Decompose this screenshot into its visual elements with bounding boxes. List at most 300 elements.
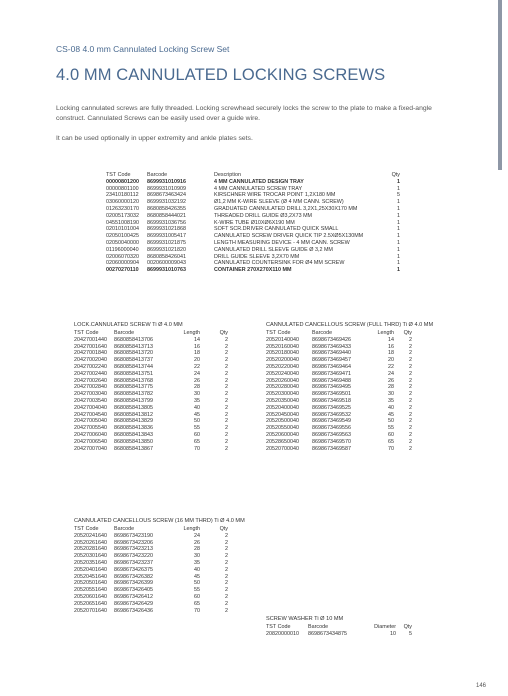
table-cell: 8698673423237 [114, 559, 153, 566]
table-row [74, 337, 234, 344]
table-row [74, 567, 234, 574]
table-cell: 20520261640 [74, 539, 107, 546]
table-cell: 2 [225, 431, 228, 438]
table-cell: 2 [225, 357, 228, 364]
table-cell: 8698673469549 [312, 418, 351, 425]
table-cell: CANNULATED SCREW DRIVER QUICK TIP 2.5XØ5X130MM [214, 233, 364, 240]
table-cell: 00000801200 [106, 178, 139, 185]
table-cell: 20520241640 [74, 532, 107, 539]
table-cell: 2 [409, 391, 412, 398]
table-cell: 2 [225, 397, 228, 404]
table-cell: 20520140040 [266, 336, 299, 343]
table-cell: 20520551640 [74, 587, 107, 594]
table-cell: 8680858413843 [114, 431, 153, 438]
table-cell: 2 [225, 532, 228, 539]
table-row [266, 439, 416, 446]
table-cell: 2 [225, 377, 228, 384]
table-cell: 8680858413829 [114, 418, 153, 425]
table-row [266, 391, 416, 398]
table-cell: 60 [194, 431, 200, 438]
table-cell: 8698673426405 [114, 587, 153, 594]
table-cell: 28 [194, 384, 200, 391]
table-cell: 20427002040 [74, 357, 107, 364]
table-cell: 2 [225, 546, 228, 553]
table-cell: 20520350040 [266, 397, 299, 404]
table-row [74, 608, 234, 615]
table-cell: 2 [225, 425, 228, 432]
table-cell: 28 [194, 546, 200, 553]
table-cell: 2 [225, 350, 228, 357]
table-cell: 8680858413744 [114, 363, 153, 370]
table-row [266, 446, 416, 453]
table-cell: 45 [388, 411, 394, 418]
table-cell: 2 [225, 553, 228, 560]
table-row [74, 540, 234, 547]
table-cell: SOFT SCR.DRIVER CANNULATED QUICK SMALL [214, 226, 339, 233]
table-row [74, 391, 234, 398]
table-row [106, 260, 402, 267]
table-cell: 8680858413867 [114, 445, 153, 452]
table-row [266, 398, 416, 405]
table-cell: 01263230170 [106, 205, 139, 212]
table-cell: 8680858444021 [147, 212, 186, 219]
table-cell: 45 [194, 411, 200, 418]
table-cell: 1 [397, 205, 400, 212]
table-cell: 8698673469471 [312, 370, 351, 377]
table-cell: 8698673469501 [312, 391, 351, 398]
table-row [74, 580, 234, 587]
table-cell: 20427006040 [74, 431, 107, 438]
table-cell: 8680858413799 [114, 397, 153, 404]
table-cell: 20427001440 [74, 336, 107, 343]
table-cell: 2 [409, 377, 412, 384]
table-cell: 55 [194, 425, 200, 432]
table-row [266, 357, 416, 364]
table-cell: 8698673469525 [312, 404, 351, 411]
table-cell: 4 MM CANNULATED SCREW TRAY [214, 185, 303, 192]
table-cell: 20427005040 [74, 418, 107, 425]
table-cell: 8698673434875 [308, 630, 347, 637]
table-cell: 2 [409, 370, 412, 377]
table-cell: CONTAINER 270X270X110 MM [214, 267, 292, 274]
table-cell: 20520400040 [266, 404, 299, 411]
table-cell: 1 [397, 199, 400, 206]
table-cell: 02006070320 [106, 253, 139, 260]
table-row [106, 220, 402, 227]
table-cell: Barcode [147, 172, 168, 178]
table-cell: 2 [225, 539, 228, 546]
table-cell: 60 [388, 431, 394, 438]
table-cell: 2 [409, 445, 412, 452]
table-cell: DRILL GUIDE SLEEVE 3,2X70 MM [214, 253, 300, 260]
table-cell: 20520600040 [266, 431, 299, 438]
table-cell: 8698673469433 [312, 343, 351, 350]
table-cell: 8698673426382 [114, 573, 153, 580]
table-cell: 8698673469495 [312, 384, 351, 391]
table-cell: 8698673469563 [312, 431, 351, 438]
side-accent-bar [498, 0, 502, 170]
table-cell: 2 [225, 411, 228, 418]
intro-text [56, 104, 441, 144]
table-cell: 8699931021875 [147, 239, 186, 246]
table-cell: Qty [403, 624, 412, 630]
table-cell: 20520701640 [74, 607, 107, 614]
table-cell: 4 MM CANNULATED DESIGN TRAY [214, 178, 304, 185]
table-cell: 8698673469464 [312, 363, 351, 370]
table-row [74, 357, 234, 364]
table-cell: 20520601640 [74, 593, 107, 600]
table-cell: 2 [225, 600, 228, 607]
table-cell: 40 [194, 404, 200, 411]
table-cell: 2 [225, 384, 228, 391]
table-cell: 2 [225, 363, 228, 370]
table-cell: 55 [388, 425, 394, 432]
locking-screw-table-title: LOCK.CANNULATED SCREW Ti Ø 4.0 MM [74, 322, 183, 328]
table-cell: Barcode [114, 330, 135, 336]
table-cell: 8698673469426 [312, 336, 351, 343]
table-cell: 70 [194, 607, 200, 614]
table-row [74, 344, 234, 351]
table-cell: Ø1,2 MM K-WIRE SLEEVE (Ø 4 MM CANN. SCREW) [214, 199, 344, 206]
table-cell: 70 [388, 445, 394, 452]
table-cell: 20520550040 [266, 425, 299, 432]
table-cell: Qty [219, 330, 228, 336]
table-cell: 20520300040 [266, 391, 299, 398]
table-cell: 1 [397, 267, 400, 274]
table-cell: 8680858413720 [114, 350, 153, 357]
table-cell: 2 [409, 418, 412, 425]
table-cell: 1 [397, 219, 400, 226]
table-cell: Qty [403, 330, 412, 336]
table-row [106, 247, 402, 254]
table-cell: 8698673423213 [114, 546, 153, 553]
table-cell: 8699931010916 [147, 178, 186, 185]
table-cell: 1 [397, 253, 400, 260]
table-cell: 30 [194, 391, 200, 398]
table-cell: 65 [388, 438, 394, 445]
table-cell: 50 [194, 418, 200, 425]
table-cell: Barcode [308, 624, 329, 630]
table-cell: K-WIRE TUBE Ø10XØ6X190 MM [214, 219, 295, 226]
table-cell: 24 [194, 370, 200, 377]
table-cell: 2 [409, 350, 412, 357]
table-cell: 02005173032 [106, 212, 139, 219]
table-cell: 14 [388, 336, 394, 343]
table-cell: 20520220040 [266, 363, 299, 370]
table-cell: 1 [397, 246, 400, 253]
table-cell: 2 [409, 404, 412, 411]
table-cell: 35 [194, 397, 200, 404]
table-cell: 65 [194, 600, 200, 607]
table-cell: 2 [225, 343, 228, 350]
table-cell: LENGTH MEASURING DEVICE - 4 MM CANN. SCREW [214, 239, 350, 246]
intro-paragraph-2: It can be used optionally in upper extremity and ankle plates sets. [56, 135, 253, 142]
table-cell: 5 [409, 630, 412, 637]
table-row [106, 254, 402, 261]
table-cell: 20520401640 [74, 566, 107, 573]
table-cell: 04551008190 [106, 219, 139, 226]
table-row [266, 344, 416, 351]
table-cell: 8680858426041 [147, 253, 186, 260]
table-row [74, 594, 234, 601]
table-cell: 8699931010763 [147, 267, 186, 274]
table-cell: 20520501640 [74, 580, 107, 587]
cancellous-full-thread-table [266, 330, 416, 452]
page-title: 4.0 MM CANNULATED LOCKING SCREWS [56, 66, 386, 84]
table-cell: 02050040000 [106, 239, 139, 246]
table-cell: 40 [194, 566, 200, 573]
table-cell: 20820000010 [266, 630, 299, 637]
table-cell: 8680858413737 [114, 357, 153, 364]
table-row [74, 553, 234, 560]
table-header-row [74, 526, 234, 533]
table-header-row [266, 330, 416, 337]
table-cell: CANNULATED DRILL SLEEVE GUIDE Ø 3,2 MM [214, 246, 333, 253]
table-cell: 1 [397, 178, 400, 185]
table-cell: KIRSCHNER WIRE TROCAR POINT 1,2X180 MM [214, 192, 336, 199]
table-cell: 26 [194, 377, 200, 384]
table-row [106, 267, 402, 274]
table-cell: 20427002440 [74, 370, 107, 377]
cancellous-16mm-thread-table [74, 526, 234, 614]
table-cell: 2 [225, 573, 228, 580]
table-cell: 22 [194, 363, 200, 370]
table-cell: 8680858413768 [114, 377, 153, 384]
table-row [74, 378, 234, 385]
table-cell: 2 [409, 438, 412, 445]
table-row [266, 378, 416, 385]
table-cell: 20427005540 [74, 425, 107, 432]
table-cell: 8680858413782 [114, 391, 153, 398]
table-row [74, 398, 234, 405]
table-cell: 8680858413850 [114, 438, 153, 445]
table-row [266, 350, 416, 357]
table-row [106, 186, 402, 193]
table-header-row [74, 330, 234, 337]
intro-paragraph-1: Locking cannulated screws are fully threaded. Locking screwhead securely locks the screw to the plate to make a fixed-angle construct. Cannulated Screws can be easily used over a guide wire. [56, 105, 432, 122]
table-cell: 20520301640 [74, 553, 107, 560]
table-cell: 2 [225, 607, 228, 614]
table-cell: 8699931010909 [147, 185, 186, 192]
table-cell: 16 [388, 343, 394, 350]
table-cell: 8698673469518 [312, 397, 351, 404]
table-cell: 35 [388, 397, 394, 404]
table-cell: 2 [225, 418, 228, 425]
table-cell: 65 [194, 438, 200, 445]
table-cell: Diameter [374, 624, 396, 630]
table-cell: 1 [397, 260, 400, 267]
cancellous-full-table-title: CANNULATED CANCELLOUS SCREW (FULL THRD) Ti Ø 4.0 MM [266, 322, 434, 328]
table-cell: 00000801100 [106, 185, 139, 192]
table-row [266, 425, 416, 432]
table-cell: 26 [388, 377, 394, 384]
table-row [106, 233, 402, 240]
table-cell: 20427006540 [74, 438, 107, 445]
table-cell: 20520280040 [266, 384, 299, 391]
table-cell: 30 [194, 553, 200, 560]
table-cell: 2 [225, 580, 228, 587]
table-cell: 2 [409, 343, 412, 350]
table-cell: 8698673423190 [114, 532, 153, 539]
table-row [106, 206, 402, 213]
table-row [74, 432, 234, 439]
table-cell: 8698673469532 [312, 411, 351, 418]
table-cell: 8698673469488 [312, 377, 351, 384]
table-cell: 03060000120 [106, 199, 139, 206]
table-cell: 8680858413706 [114, 336, 153, 343]
table-cell: 26 [194, 539, 200, 546]
table-cell: 2 [409, 431, 412, 438]
table-cell: TST Code [74, 526, 99, 532]
table-cell: 2 [409, 357, 412, 364]
table-cell: 30 [388, 391, 394, 398]
table-cell: TST Code [266, 624, 291, 630]
table-cell: 2 [409, 336, 412, 343]
table-cell: 14 [194, 336, 200, 343]
table-cell: 20520651640 [74, 600, 107, 607]
table-cell: 00270270110 [106, 267, 139, 274]
table-cell: 8698673426429 [114, 600, 153, 607]
table-row [266, 364, 416, 371]
table-cell: 20 [194, 357, 200, 364]
table-cell: 8680858426355 [147, 205, 186, 212]
table-cell: 8680858413751 [114, 370, 153, 377]
table-row [266, 412, 416, 419]
table-cell: Length [183, 330, 200, 336]
table-cell: Barcode [114, 526, 135, 532]
table-cell: 1 [397, 239, 400, 246]
table-cell: TST Code [106, 172, 131, 178]
table-row [266, 631, 416, 638]
table-cell: 20520281640 [74, 546, 107, 553]
table-cell: 18 [194, 350, 200, 357]
set-contents-table [106, 172, 402, 274]
table-cell: 18 [388, 350, 394, 357]
table-cell: 8699931032192 [147, 199, 186, 206]
table-cell: 10 [390, 630, 396, 637]
table-cell: 2 [409, 397, 412, 404]
table-cell: 5 [397, 192, 400, 199]
table-cell: 20427003040 [74, 391, 107, 398]
table-row [74, 574, 234, 581]
table-row [266, 384, 416, 391]
table-header-row [106, 172, 402, 179]
table-cell: 50 [388, 418, 394, 425]
table-cell: 8698673469556 [312, 425, 351, 432]
table-row [74, 587, 234, 594]
table-row [74, 418, 234, 425]
table-cell: 2 [225, 445, 228, 452]
table-cell: 1 [397, 185, 400, 192]
table-cell: 23410180112 [106, 192, 139, 199]
table-row [106, 192, 402, 199]
table-cell: 2 [225, 438, 228, 445]
table-row [74, 350, 234, 357]
table-cell: 01196000040 [106, 246, 139, 253]
table-cell: 1 [397, 226, 400, 233]
table-cell: 8680858413775 [114, 384, 153, 391]
table-cell: 22 [388, 363, 394, 370]
table-cell: 2 [409, 384, 412, 391]
table-cell: 8699931036756 [147, 219, 186, 226]
table-cell: 8698673423220 [114, 553, 153, 560]
table-cell: 2 [225, 587, 228, 594]
table-row [74, 560, 234, 567]
table-cell: 8698673469440 [312, 350, 351, 357]
table-row [266, 337, 416, 344]
table-cell: 20520240040 [266, 370, 299, 377]
table-cell: 2 [225, 391, 228, 398]
table-cell: 0020600009043 [147, 260, 186, 267]
table-cell: 20427002640 [74, 377, 107, 384]
table-cell: 20427001840 [74, 350, 107, 357]
table-cell: 20427001640 [74, 343, 107, 350]
table-row [266, 432, 416, 439]
table-cell: 8698673469587 [312, 445, 351, 452]
table-cell: THREADED DRILL GUIDE Ø3,2X73 MM [214, 212, 313, 219]
table-cell: 70 [194, 445, 200, 452]
table-cell: 45 [194, 573, 200, 580]
table-cell: 8698673426399 [114, 580, 153, 587]
washer-table-title: SCREW WASHER Ti Ø 10 MM [266, 616, 344, 622]
table-cell: 20520351640 [74, 559, 107, 566]
screw-washer-table [266, 624, 416, 638]
table-cell: 24 [388, 370, 394, 377]
section-header: CS-08 4.0 mm Cannulated Locking Screw Set [56, 44, 230, 54]
table-cell: 40 [388, 404, 394, 411]
table-cell: Barcode [312, 330, 333, 336]
table-cell: 2 [225, 566, 228, 573]
table-cell: 8680858413812 [114, 411, 153, 418]
table-header-row [266, 624, 416, 631]
table-cell: 8698673426375 [114, 566, 153, 573]
table-cell: TST Code [74, 330, 99, 336]
table-cell: Length [377, 330, 394, 336]
table-cell: 8680858413713 [114, 343, 153, 350]
table-cell: 02050100425 [106, 233, 139, 240]
table-cell: 02060000904 [106, 260, 139, 267]
table-cell: 24 [194, 532, 200, 539]
table-cell: 8698673469570 [312, 438, 351, 445]
table-cell: 55 [194, 587, 200, 594]
table-cell: 20520180040 [266, 350, 299, 357]
cancellous-16-table-title: CANNULATED CANCELLOUS SCREW (16 MM THRD) Ti Ø 4.0 MM [74, 518, 245, 524]
table-cell: 20520200040 [266, 357, 299, 364]
table-row [106, 179, 402, 186]
table-cell: 8698673426412 [114, 593, 153, 600]
table-cell: 20427003540 [74, 397, 107, 404]
table-cell: 20520450040 [266, 411, 299, 418]
table-row [106, 240, 402, 247]
table-cell: 20520700040 [266, 445, 299, 452]
table-cell: 20528650040 [266, 438, 299, 445]
table-row [74, 412, 234, 419]
table-cell: 8698673423206 [114, 539, 153, 546]
table-row [74, 446, 234, 453]
table-cell: 8698673463424 [147, 192, 186, 199]
locking-screw-table [74, 330, 234, 452]
table-cell: 20520260040 [266, 377, 299, 384]
table-cell: 16 [194, 343, 200, 350]
table-cell: 2 [225, 370, 228, 377]
table-cell: 2 [225, 336, 228, 343]
table-cell: 1 [397, 233, 400, 240]
table-cell: 20 [388, 357, 394, 364]
table-cell: 20520500040 [266, 418, 299, 425]
table-cell: Description [214, 172, 241, 178]
table-cell: Qty [391, 172, 400, 178]
table-row [74, 439, 234, 446]
